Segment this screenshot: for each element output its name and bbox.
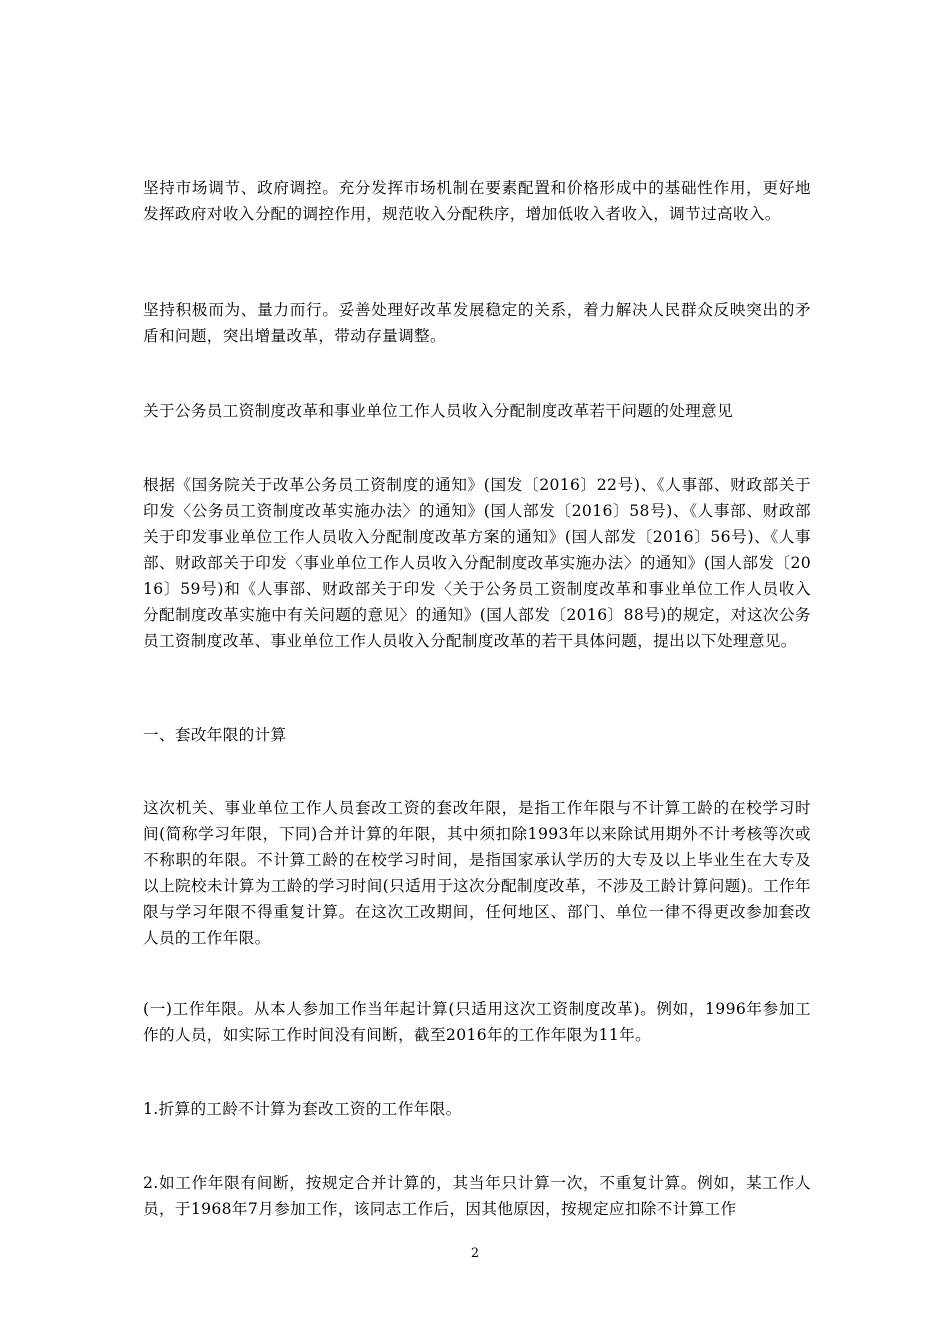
section-heading-1: 一、套改年限的计算	[143, 726, 287, 744]
paragraph-2: 坚持积极而为、量力而行。妥善处理好改革发展稳定的关系，着力解决人民群众反映突出的矛盾和问题，突出增量改革，带动存量调整。	[143, 301, 811, 345]
section-heading-title: 关于公务员工资制度改革和事业单位工作人员收入分配制度改革若干问题的处理意见	[143, 402, 733, 420]
paragraph-7: 2.如工作年限有间断，按规定合并计算的，其当年只计算一次，不重复计算。例如，某工作人员，于1968年7月参加工作，该同志工作后，因其他原因，按规定应扣除不计算工作	[143, 1174, 811, 1218]
paragraph-1: 坚持市场调节、政府调控。充分发挥市场机制在要素配置和价格形成中的基础性作用，更好地发挥政府对收入分配的调控作用，规范收入分配秩序，增加低收入者收入，调节过高收入。	[143, 179, 811, 223]
paragraph-5: (一)工作年限。从本人参加工作当年起计算(只适用这次工资制度改革)。例如，1996年参加工作的人员，如实际工作时间没有间断，截至2016年的工作年限为11年。	[143, 1000, 811, 1044]
page-number: 2	[470, 1246, 480, 1261]
paragraph-3: 根据《国务院关于改革公务员工资制度的通知》(国发〔2016〕22号)、《人事部、财政部关于印发〈公务员工资制度改革实施办法〉的通知》(国人部发〔2016〕58号)、《人事部、财政部关于印发事业单位工作人员收入分配制度改革方案的通知》(国人部发〔2016〕56号)、《人事部、财政部关于印发〈事业单位工作人员收入分配制度改革实施办法〉的通知》(国人部发〔2016〕59号)和《人事部、财政部关于印发〈关于公务员工资制度改革和事业单位工作人员收入分配制度改革实施中有关问题的意见〉的通知》(国人部发〔2016〕88号)的规定，对这次公务员工资制度改革、事业单位工作人员收入分配制度改革的若干具体问题，提出以下处理意见。	[143, 476, 811, 650]
paragraph-4: 这次机关、事业单位工作人员套改工资的套改年限，是指工作年限与不计算工龄的在校学习时间(简称学习年限，下同)合并计算的年限，其中须扣除1993年以来除试用期外不计考核等次或不称职的年限。不计算工龄的在校学习时间，是指国家承认学历的大专及以上毕业生在大专及以上院校未计算为工龄的学习时间(只适用于这次分配制度改革，不涉及工龄计算问题)。工作年限与学习年限不得重复计算。在这次工改期间，任何地区、部门、单位一律不得更改参加套改人员的工作年限。	[143, 799, 811, 947]
paragraph-6: 1.折算的工龄不计算为套改工资的工作年限。	[143, 1100, 462, 1118]
